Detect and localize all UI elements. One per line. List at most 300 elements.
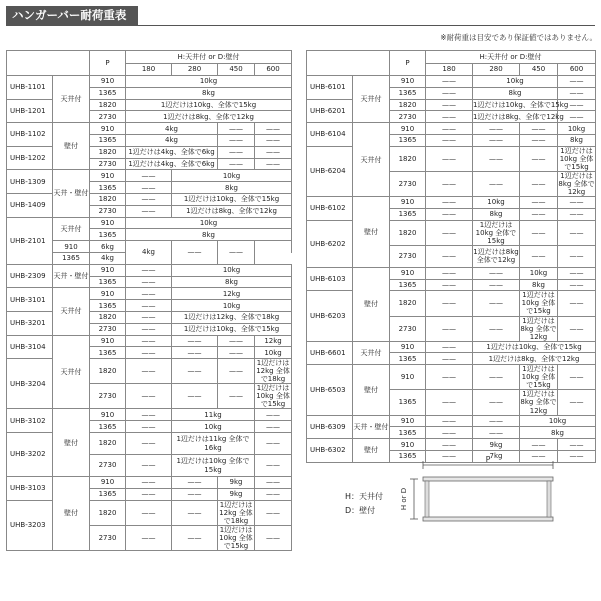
load-value: 9kg	[218, 477, 255, 489]
p-length: 2730	[390, 171, 426, 196]
p-length: 1365	[90, 87, 126, 99]
model-code: UHB-1409	[7, 193, 53, 217]
load-value: ——	[255, 146, 292, 158]
load-value: ——	[558, 245, 596, 267]
load-value: 1辺だけは8kg、全体で12kg	[473, 353, 596, 365]
mount-type: 壁付	[53, 123, 90, 170]
load-value: ——	[426, 439, 473, 451]
load-value: ——	[255, 158, 292, 170]
header-width-3: 600	[255, 64, 292, 76]
load-value: ——	[426, 415, 473, 427]
load-value: 10kg	[473, 76, 558, 88]
model-code: UHB-6601	[307, 341, 353, 365]
p-length: 1365	[90, 421, 126, 433]
load-value: ——	[473, 123, 520, 135]
load-value: ——	[126, 421, 172, 433]
p-length: 1365	[90, 300, 126, 312]
load-value: 8kg	[126, 229, 292, 241]
p-length: 1820	[90, 433, 126, 455]
model-code: UHB-3104	[7, 335, 53, 359]
load-value: 1辺だけは12kg 全体で18kg	[219, 500, 253, 525]
p-length: 910	[90, 335, 126, 347]
load-value: ——	[473, 171, 520, 196]
load-value: 1辺だけは10kg、全体で15kg	[172, 323, 292, 335]
p-length: 910	[90, 409, 126, 421]
load-value: ——	[126, 323, 172, 335]
p-length: 1365	[390, 208, 426, 220]
load-value: ——	[172, 335, 218, 347]
load-value: ——	[426, 341, 473, 353]
load-value: ——	[426, 390, 473, 415]
load-value: ——	[218, 384, 255, 409]
load-value: ——	[172, 500, 218, 525]
p-length: 910	[390, 341, 426, 353]
header-width-2: 450	[520, 64, 558, 76]
mount-type: 天井付	[53, 76, 90, 123]
p-length: 1820	[390, 99, 426, 111]
load-value: ——	[126, 525, 172, 550]
load-value: 1辺だけは8kg、全体で12kg	[126, 111, 292, 123]
load-value: ——	[473, 415, 520, 427]
p-length: 1365	[390, 450, 426, 462]
p-length: 910	[90, 76, 126, 88]
load-value: ——	[255, 500, 292, 525]
p-length: 910	[90, 170, 126, 182]
load-value: 7kg	[473, 450, 520, 462]
load-value: ——	[520, 245, 558, 267]
load-value: ——	[426, 450, 473, 462]
load-value: ——	[126, 276, 172, 288]
mount-type: 天井付	[353, 123, 390, 197]
model-code: UHB-1101	[7, 76, 53, 100]
load-value: ——	[126, 288, 172, 300]
header-hd: H:天井付 or D:壁付	[426, 51, 596, 64]
load-value: ——	[426, 427, 473, 439]
header-width-1: 280	[172, 64, 218, 76]
model-code: UHB-6204	[307, 146, 353, 196]
p-length: 1365	[390, 353, 426, 365]
header-blank	[7, 51, 90, 76]
load-value: ——	[520, 220, 558, 245]
p-length: 910	[390, 439, 426, 451]
model-code: UHB-3201	[7, 311, 53, 335]
p-length: 910	[390, 76, 426, 88]
header-p: P	[390, 51, 426, 76]
load-value: ——	[473, 279, 520, 291]
diagram-hd-label: H or D	[400, 487, 408, 511]
p-length: 1365	[90, 134, 126, 146]
load-value: ——	[126, 409, 172, 421]
disclaimer-note: ※耐荷重は目安であり保証値ではありません。	[440, 33, 597, 42]
load-value: ——	[520, 146, 558, 171]
header-width-0: 180	[126, 64, 172, 76]
load-value: ——	[558, 220, 596, 245]
mount-type: 壁付	[353, 365, 390, 415]
model-code: UHB-6104	[307, 123, 353, 147]
load-value: 8kg	[126, 87, 292, 99]
load-value: ——	[255, 488, 292, 500]
load-value: ——	[426, 245, 473, 267]
load-value: ——	[426, 365, 473, 390]
load-value: ——	[473, 291, 520, 316]
mount-type: 壁付	[53, 477, 90, 551]
load-value: 10kg	[126, 217, 292, 229]
p-length: 1365	[90, 229, 126, 241]
load-value: 1辺だけは8kg 全体で12kg	[558, 171, 595, 197]
p-length: 2730	[390, 245, 426, 267]
p-length: 1820	[90, 500, 126, 525]
load-value: ——	[255, 421, 292, 433]
p-length: 910	[390, 267, 426, 279]
model-code: UHB-6503	[307, 365, 353, 415]
load-value: ——	[126, 205, 172, 217]
load-value: 1辺だけは10kg 全体で15kg	[520, 365, 558, 390]
header-width-0: 180	[426, 64, 473, 76]
p-length: 1820	[390, 220, 426, 245]
model-code: UHB-6203	[307, 291, 353, 341]
load-value: ——	[426, 123, 473, 135]
load-value: ——	[426, 146, 473, 171]
load-value: 1辺だけは10kg、全体で15kg	[172, 193, 292, 205]
p-length: 910	[90, 264, 126, 276]
mount-type: 天井付	[53, 335, 90, 409]
load-value: 8kg	[172, 182, 292, 194]
load-value: 1辺だけは8kg、全体で12kg	[473, 112, 564, 121]
load-value: ——	[426, 76, 473, 88]
p-length: 1365	[390, 134, 426, 146]
load-value: ——	[172, 347, 218, 359]
load-value: ——	[426, 208, 473, 220]
load-value: ——	[558, 316, 596, 341]
model-code: UHB-2309	[7, 264, 53, 288]
model-code: UHB-2101	[7, 217, 53, 264]
load-value: ——	[426, 316, 473, 341]
p-length: 2730	[390, 316, 426, 341]
p-length: 910	[90, 123, 126, 135]
load-value: 9kg	[218, 488, 255, 500]
load-value: ——	[172, 241, 218, 265]
legend-wall: D：壁付	[345, 506, 376, 515]
mount-type: 天井付	[353, 76, 390, 123]
load-value: ——	[126, 193, 172, 205]
model-code: UHB-3103	[7, 477, 53, 501]
load-value: ——	[473, 365, 520, 390]
load-value: ——	[172, 384, 218, 409]
load-value: ——	[126, 335, 172, 347]
p-length: 1365	[90, 347, 126, 359]
p-length: 1365	[90, 276, 126, 288]
load-value: 9kg	[473, 439, 520, 451]
load-value: ——	[255, 477, 292, 489]
p-length: 1365	[390, 427, 426, 439]
header-width-3: 600	[558, 64, 596, 76]
load-value: ——	[255, 525, 292, 550]
p-length: 1820	[90, 99, 126, 111]
load-value: ——	[520, 450, 558, 462]
load-value: ——	[255, 409, 292, 421]
load-value: 4kg	[126, 123, 218, 135]
header-p: P	[90, 51, 126, 76]
p-length: 1365	[390, 390, 426, 415]
load-value: 8kg	[520, 279, 558, 291]
p-length: 2730	[90, 158, 126, 170]
load-value: 10kg	[126, 76, 292, 88]
mount-type: 壁付	[53, 409, 90, 477]
mount-type: 壁付	[353, 197, 390, 268]
load-value: 1辺だけは8kg 全体で12kg	[520, 390, 557, 415]
load-value: ——	[520, 123, 558, 135]
load-value: ——	[558, 279, 596, 291]
load-value: 1辺だけは8kg 全体で12kg	[520, 316, 557, 341]
mount-type: 壁付	[353, 439, 390, 463]
model-code: UHB-1201	[7, 99, 53, 123]
mount-type: 天井付	[53, 288, 90, 335]
mount-type: 天井・壁付	[53, 264, 90, 288]
load-value: ——	[426, 291, 473, 316]
load-value: 10kg	[172, 264, 292, 276]
p-length: 910	[390, 415, 426, 427]
load-value: ——	[473, 134, 520, 146]
load-value: 1辺だけは8kg、全体で12kg	[172, 205, 292, 217]
p-length: 1365	[53, 252, 90, 264]
model-code: UHB-1102	[7, 123, 53, 147]
load-value: ——	[218, 241, 255, 265]
load-value: ——	[172, 525, 218, 550]
load-value: 4kg	[126, 241, 172, 265]
load-value: ——	[558, 76, 596, 88]
mount-type: 天井付	[353, 341, 390, 365]
p-length: 1365	[390, 279, 426, 291]
title-underline	[6, 25, 595, 26]
p-length: 2730	[90, 384, 126, 409]
load-value: ——	[558, 450, 596, 462]
load-value: ——	[558, 390, 596, 415]
load-value: ——	[126, 477, 172, 489]
model-code: UHB-3202	[7, 433, 53, 477]
p-length: 1365	[90, 182, 126, 194]
load-value: ——	[126, 384, 172, 409]
mount-type: 壁付	[353, 267, 390, 341]
load-value: 6kg	[90, 241, 126, 253]
load-value: 1辺だけは10kg 全体で15kg	[219, 525, 253, 550]
load-value: 10kg	[255, 347, 292, 359]
load-value: ——	[255, 123, 292, 135]
load-value: ——	[558, 291, 596, 316]
load-value: ——	[126, 488, 172, 500]
load-value: ——	[426, 171, 473, 196]
model-code: UHB-6302	[307, 439, 353, 463]
load-value: ——	[520, 439, 558, 451]
load-value: ——	[558, 267, 596, 279]
p-length: 2730	[90, 205, 126, 217]
load-value: ——	[426, 87, 473, 99]
load-value: ——	[558, 197, 596, 209]
legend-ceiling: H：天井付	[345, 492, 384, 501]
load-value: ——	[426, 99, 473, 111]
load-value: ——	[218, 359, 255, 384]
model-code: UHB-1309	[7, 170, 53, 194]
model-code: UHB-3204	[7, 359, 53, 409]
load-value: ——	[218, 123, 255, 135]
p-length: 1365	[390, 87, 426, 99]
load-value: 1辺だけは4kg、全体で6kg	[126, 146, 218, 158]
model-code: UHB-6103	[307, 267, 353, 291]
load-value: 10kg	[558, 123, 596, 135]
model-code: UHB-6201	[307, 99, 353, 123]
load-value: ——	[218, 335, 255, 347]
p-length: 1820	[390, 146, 426, 171]
load-value: ——	[426, 111, 473, 123]
model-code: UHB-3102	[7, 409, 53, 433]
load-value: ——	[473, 267, 520, 279]
p-length: 910	[90, 217, 126, 229]
diagram-legend	[345, 490, 383, 518]
load-value: ——	[126, 455, 172, 477]
load-value: 1辺だけは10kg 全体で15kg	[172, 455, 255, 477]
p-length: 2730	[90, 455, 126, 477]
load-value: ——	[126, 359, 172, 384]
p-length: 2730	[390, 111, 426, 123]
page-title: ハンガーバー耐荷重表	[6, 6, 138, 25]
load-value: ——	[126, 182, 172, 194]
model-code: UHB-3203	[7, 500, 53, 550]
load-value: ——	[172, 477, 218, 489]
load-value: 8kg	[172, 276, 292, 288]
header-width-2: 450	[218, 64, 255, 76]
load-value: 1辺だけは8kg 全体で12kg	[473, 245, 520, 267]
load-value: ——	[255, 134, 292, 146]
header-hd: H:天井付 or D:壁付	[126, 51, 292, 64]
load-value: ——	[172, 359, 218, 384]
load-value: 8kg	[520, 427, 596, 439]
load-value: ——	[426, 267, 473, 279]
p-length: 2730	[90, 323, 126, 335]
load-value: 1辺だけは10kg 全体で15kg	[558, 146, 596, 171]
load-value: ——	[520, 171, 558, 196]
load-value: 10kg	[172, 300, 292, 312]
load-value: ——	[520, 208, 558, 220]
load-value: ——	[218, 347, 255, 359]
p-length: 910	[90, 288, 126, 300]
model-code: UHB-6101	[307, 76, 353, 100]
load-value: 10kg	[520, 267, 558, 279]
load-value: ——	[218, 146, 255, 158]
load-value: ——	[426, 134, 473, 146]
model-code: UHB-3101	[7, 288, 53, 312]
p-length: 1820	[390, 291, 426, 316]
load-value: ——	[126, 347, 172, 359]
load-value: ——	[426, 353, 473, 365]
load-value: ——	[426, 220, 473, 245]
load-value: 1辺だけは10kg 全体で15kg	[256, 384, 290, 409]
load-value: ——	[126, 170, 172, 182]
model-code: UHB-6102	[307, 197, 353, 221]
load-value: ——	[426, 197, 473, 209]
load-value: ——	[558, 439, 596, 451]
load-value: 4kg	[90, 252, 126, 264]
load-value: 10kg	[172, 421, 255, 433]
load-value: ——	[473, 316, 520, 341]
p-length: 910	[390, 365, 426, 390]
p-length: 1820	[90, 311, 126, 323]
load-value: 1辺だけは12kg、全体で18kg	[172, 311, 292, 323]
p-length: 1365	[90, 488, 126, 500]
p-length: 1820	[90, 359, 126, 384]
load-value: ——	[520, 197, 558, 209]
load-value: ——	[426, 279, 473, 291]
load-value: ——	[218, 134, 255, 146]
load-value: ——	[558, 111, 596, 123]
p-length: 910	[390, 197, 426, 209]
load-value: ——	[255, 433, 292, 455]
load-value: ——	[218, 158, 255, 170]
load-value: 8kg	[473, 87, 558, 99]
load-value: 8kg	[558, 134, 596, 146]
load-value: 10kg	[520, 415, 596, 427]
load-table-left	[6, 50, 292, 551]
load-value: ——	[126, 500, 172, 525]
p-length: 910	[390, 123, 426, 135]
mount-type: 天井付	[53, 217, 90, 241]
mount-type: 天井・壁付	[53, 170, 90, 217]
load-value: ——	[558, 208, 596, 220]
p-length: 2730	[90, 111, 126, 123]
load-value: ——	[558, 365, 596, 390]
load-value: 11kg	[172, 409, 255, 421]
load-value: 8kg	[473, 208, 520, 220]
load-value: ——	[473, 390, 520, 415]
load-value: 12kg	[255, 335, 292, 347]
load-value: ——	[126, 311, 172, 323]
load-value: 12kg	[172, 288, 292, 300]
model-code: UHB-6202	[307, 220, 353, 267]
load-value: 4kg	[126, 134, 218, 146]
p-length: 2730	[90, 525, 126, 550]
load-value: ——	[473, 146, 520, 171]
model-code: UHB-6309	[307, 415, 353, 439]
model-code: UHB-1202	[7, 146, 53, 170]
load-value: 1辺だけは11kg 全体で16kg	[172, 433, 255, 455]
load-value: 1辺だけは12kg 全体で18kg	[256, 359, 290, 384]
load-value: 1辺だけは10kg、全体で15kg	[473, 341, 596, 353]
load-value: 1辺だけは10kg、全体で15kg	[473, 100, 569, 109]
p-length: 910	[53, 241, 90, 253]
load-value: 1辺だけは10kg、全体で15kg	[126, 99, 292, 111]
p-length: 910	[90, 477, 126, 489]
load-value: ——	[126, 300, 172, 312]
load-value: ——	[126, 433, 172, 455]
load-value: ——	[558, 99, 596, 111]
load-table-right	[306, 50, 596, 463]
p-length: 1820	[90, 193, 126, 205]
load-value: ——	[126, 264, 172, 276]
load-value: ——	[172, 488, 218, 500]
load-value: ——	[520, 134, 558, 146]
load-value: 10kg	[172, 170, 292, 182]
load-value: ——	[473, 427, 520, 439]
load-value: 10kg	[473, 197, 520, 209]
load-value: 1辺だけは10kg 全体で15kg	[520, 291, 558, 316]
load-value: 1辺だけは10kg 全体で15kg	[473, 220, 520, 245]
diagram-p-label: P	[485, 455, 491, 464]
p-length: 1820	[90, 146, 126, 158]
load-value: ——	[558, 87, 596, 99]
header-blank	[307, 51, 390, 76]
load-value: ——	[255, 455, 292, 477]
header-width-1: 280	[473, 64, 520, 76]
mount-type: 天井・壁付	[353, 415, 390, 439]
load-value: 1辺だけは4kg、全体で6kg	[126, 158, 218, 170]
